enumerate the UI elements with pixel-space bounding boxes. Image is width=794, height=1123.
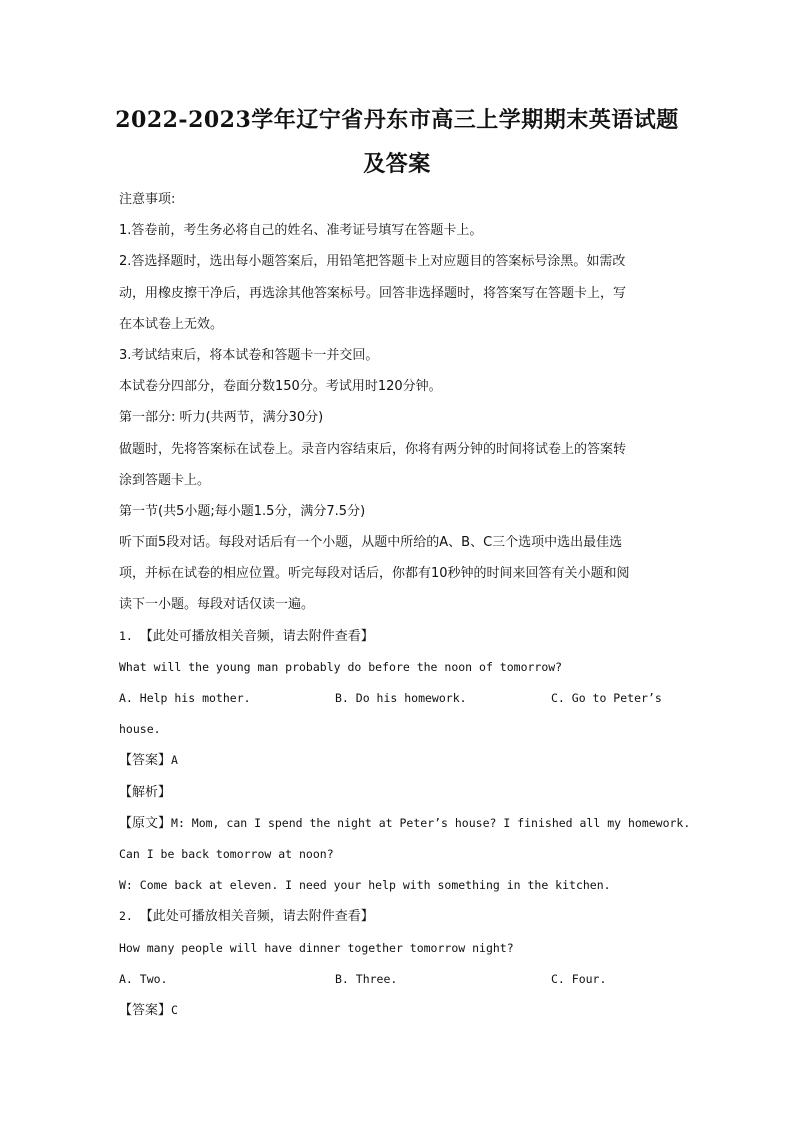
answer-label: 【答案】: [119, 1002, 172, 1018]
part1-instruction: 做题时，先将答案标在试卷上。录音内容结束后，你将有两分钟的时间将试卷上的答案转: [119, 441, 627, 457]
question-number: 2.: [119, 909, 133, 924]
audio-link[interactable]: 【此处可播放相关音频，请去附件查看】: [139, 628, 374, 644]
document-body: [119, 184, 691, 1026]
section1-instruction: 听下面5段对话。每段对话后有一个小题，从题中所给的A、B、C三个选项中选出最佳选: [119, 535, 623, 551]
transcript-line: W: Come back at eleven. I need your help with something in the kitchen.: [119, 878, 611, 893]
option-a: A. Help his mother.: [119, 691, 251, 705]
option-a: A. Two.: [119, 971, 168, 986]
transcript-line: Can I be back tomorrow at noon?: [119, 846, 334, 861]
question-1-options: [119, 683, 679, 714]
original-text-line: [119, 808, 691, 839]
question-2-header: [119, 901, 679, 932]
notice-item: 在本试卷上无效。: [119, 316, 224, 332]
notice-item: 动，用橡皮擦干净后，再选涂其他答案标号。回答非选择题时，将答案写在答题卡上，写: [119, 285, 627, 301]
part1-heading: 第一部分: 听力(共两节，满分30分): [119, 410, 324, 426]
answer-value: A: [171, 753, 178, 768]
question-2-answer: [119, 995, 679, 1026]
question-1-answer: [119, 745, 679, 776]
option-b: B. Three.: [335, 971, 398, 986]
notice-item: 3.考试结束后，将本试卷和答题卡一并交回。: [119, 347, 379, 363]
part1-instruction: 涂到答题卡上。: [119, 472, 211, 488]
notice-item: 1.答卷前，考生务必将自己的姓名、准考证号填写在答题卡上。: [119, 223, 483, 239]
audio-link[interactable]: 【此处可播放相关音频，请去附件查看】: [139, 909, 374, 925]
notice-item: 本试卷分四部分，卷面分数150分。考试用时120分钟。: [119, 379, 442, 395]
question-1-text: What will the young man probably do before the noon of tomorrow?: [119, 659, 563, 674]
question-2-options: [119, 964, 679, 995]
notice-heading: 注意事项:: [119, 192, 176, 207]
analysis-label: 【解析】: [119, 784, 172, 800]
section1-instruction: 项，并标在试卷的相应位置。听完每段对话后，你都有10秒钟的时间来回答有关小题和阅: [119, 566, 630, 582]
section1-instruction: 读下一小题。每段对话仅读一遍。: [119, 597, 315, 613]
notice-item: 2.答选择题时，选出每小题答案后，用铅笔把答题卡上对应题目的答案标号涂黑。如需改: [119, 254, 626, 270]
answer-value: C: [171, 1002, 178, 1017]
question-2-text: How many people will have dinner together tomorrow night?: [119, 940, 514, 955]
transcript-line: M: Mom, can I spend the night at Peter’s house? I finished all my homework.: [171, 815, 691, 830]
option-b: B. Do his homework.: [335, 691, 467, 705]
question-number: 1.: [119, 628, 133, 643]
page-title: 2022-2023学年辽宁省丹东市高三上学期期末英语试题及答案: [115, 107, 679, 177]
option-c-continuation: house.: [119, 722, 161, 737]
original-label: 【原文】: [119, 815, 172, 831]
option-c: C. Go to Peter’s: [551, 691, 662, 705]
question-1-header: [119, 621, 679, 652]
option-c: C. Four.: [551, 971, 607, 986]
section1-heading: 第一节(共5小题;每小题1.5分，满分7.5分): [119, 503, 366, 519]
answer-label: 【答案】: [119, 753, 172, 769]
